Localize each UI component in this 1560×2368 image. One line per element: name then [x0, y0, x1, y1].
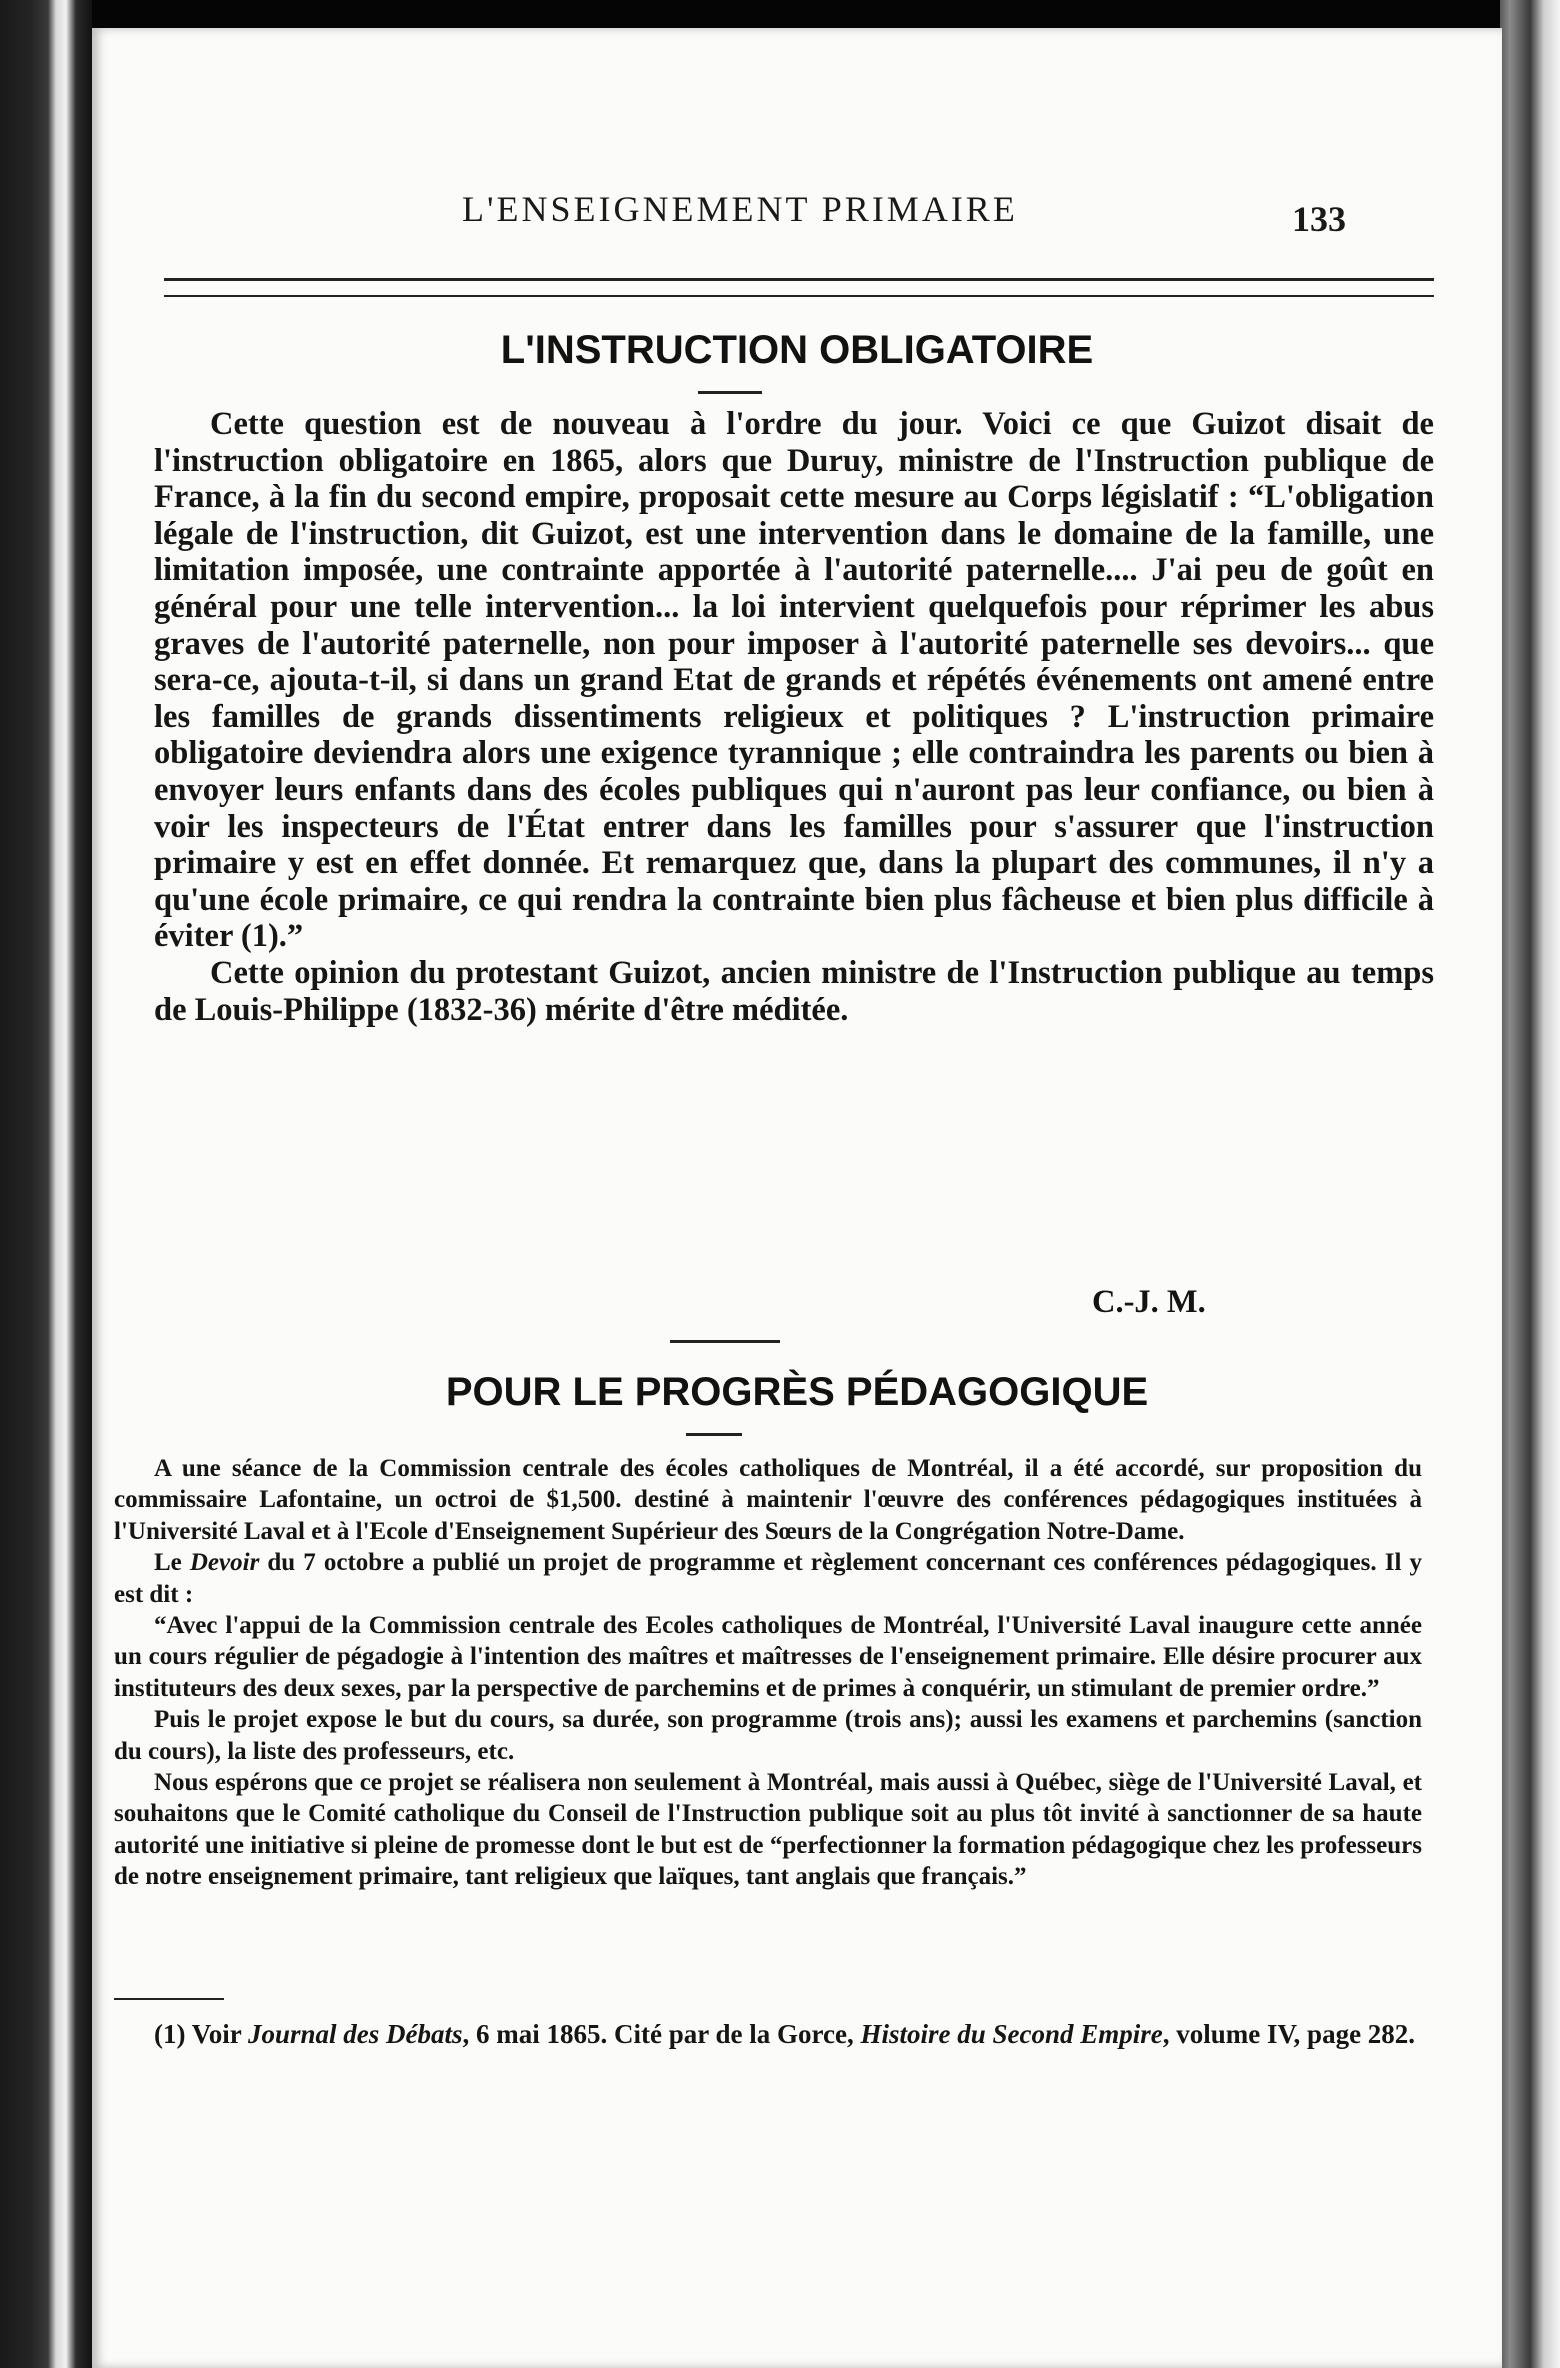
- section-title-instruction: L'INSTRUCTION OBLIGATOIRE: [500, 328, 1094, 372]
- book-page: [92, 28, 1502, 2368]
- header-rule: [164, 278, 1434, 297]
- title-rule: [686, 1433, 742, 1436]
- journal-title: Journal des Débats: [248, 2019, 463, 2049]
- paragraph: Puis le projet expose le but du cours, sa durée, son programme (trois ans); aussi les examens et parchemins (sanction du cours), la liste des professeurs, etc.: [114, 1706, 1422, 1765]
- running-head: [92, 178, 1502, 238]
- scan-top-border: [0, 0, 1560, 30]
- footnote: (1) Voir Journal des Débats, 6 mai 1865. Cité par de la Gorce, Histoire du Second Empire, volume IV, page 282.: [154, 2019, 1416, 2049]
- newspaper-title: Devoir: [189, 1549, 260, 1577]
- running-head-title: L'ENSEIGNEMENT PRIMAIRE: [462, 189, 1018, 229]
- book-spine-edge: [0, 0, 92, 2368]
- book-title: Histoire du Second Empire: [860, 2019, 1163, 2049]
- page-number: 133: [1292, 199, 1346, 239]
- paragraph: A une séance de la Commission centrale des écoles catholiques de Montréal, il a été accordé, sur proposition du commissaire Lafontaine, un octroi de $1,500. destiné à maintenir l'œuvre des conférences pédagogiques instituées à l'Université Laval et à l'Ecole d'Enseignement Supérieur des Sœurs de la Congrégation Notre-Dame.: [114, 1455, 1422, 1545]
- signature: C.-J. M.: [1092, 1284, 1206, 1320]
- paragraph: “Avec l'appui de la Commission centrale des Ecoles catholiques de Montréal, l'Université Laval inaugure cette année un cours régulier de pégadogie à l'intention des maîtres et maîtresses de l'enseignement primaire. Elle désire procurer aux instituteurs des deux sexes, par la perspective de parchemins et de primes à conquérir, un stimulant de premier ordre.”: [114, 1612, 1422, 1702]
- paragraph: Le Devoir du 7 octobre a publié un projet de programme et règlement concernant ces conférences pédagogiques. Il y est dit :: [114, 1549, 1422, 1608]
- paragraph: Nous espérons que ce projet se réalisera non seulement à Montréal, mais aussi à Québec, siège de l'Université Laval, et souhaitons que le Comité catholique du Conseil de l'Instruction publique soit au plus tôt invité à sanctionner de sa haute autorité une initiative si pleine de promesse dont le but est de “perfectionner la formation pédagogique chez les professeurs de notre enseignement primaire, tant religieux que laïques, tant anglais que français.”: [114, 1769, 1422, 1891]
- footnote-rule: [114, 1998, 224, 2000]
- paragraph: Cette question est de nouveau à l'ordre du jour. Voici ce que Guizot disait de l'instruction obligatoire en 1865, alors que Duruy, ministre de l'Instruction publique de France, à la fin du second empire, proposait cette mesure au Corps législatif : “L'obligation légale de l'instruction, dit Guizot, est une intervention dans le domaine de la famille, une limitation imposée, une contrainte apportée à l'autorité paternelle.... J'ai peu de goût en général pour une telle intervention... la loi intervient quelquefois pour réprimer les abus graves de l'autorité paternelle, non pour imposer à l'autorité paternelle ses devoirs... que sera-ce, ajouta-t-il, si dans un grand Etat de grands et répétés événements ont amené entre les familles de grands dissentiments religieux et politiques ? L'instruction primaire obligatoire deviendra alors une exigence tyrannique ; elle contraindra les parents ou bien à envoyer leurs enfants dans des écoles publiques qui n'auront pas leur confiance, ou bien à voir les inspecteurs de l'État entrer dans les familles pour s'assurer que l'instruction primaire y est en effet donnée. Et remarquez que, dans la plupart des communes, il n'y a qu'une école primaire, ce qui rendra la contrainte bien plus fâcheuse et bien plus difficile à éviter (1).”: [154, 406, 1434, 955]
- title-rule: [698, 391, 762, 394]
- paragraph: Cette opinion du protestant Guizot, ancien ministre de l'Instruction publique au temps de Louis-Philippe (1832-36) mérite d'être méditée.: [154, 954, 1434, 1028]
- section-body-progres: [114, 1453, 1422, 1893]
- page-right-edge: [1500, 0, 1560, 2368]
- section-title-progres: POUR LE PROGRÈS PÉDAGOGIQUE: [445, 1370, 1149, 1414]
- section-divider: [670, 1340, 780, 1343]
- section-body-instruction: [154, 406, 1434, 1028]
